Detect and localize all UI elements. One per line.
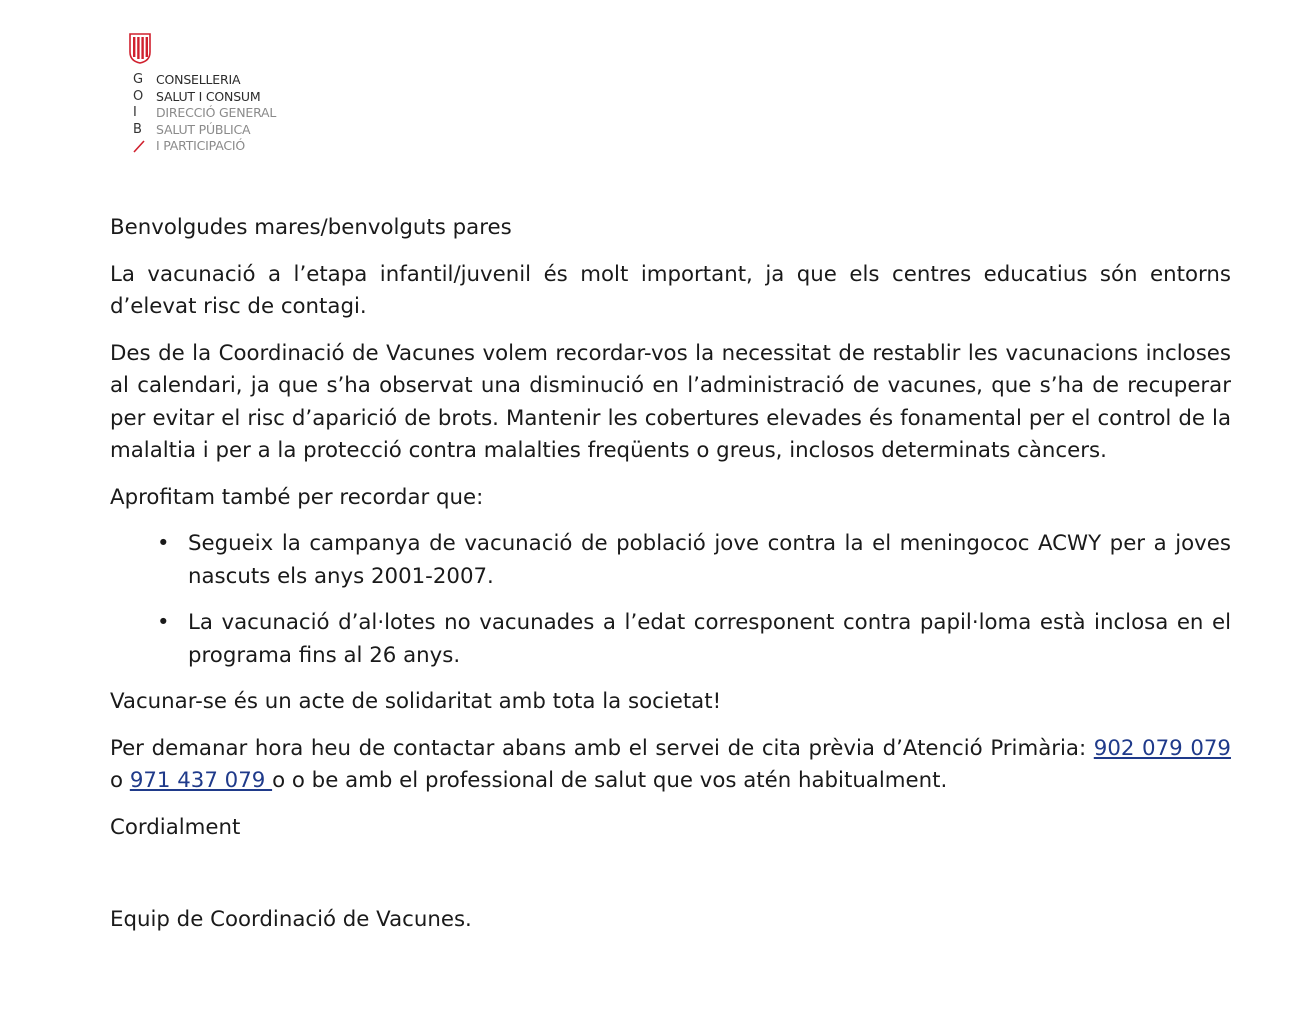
signature: Equip de Coordinació de Vacunes. (110, 907, 472, 932)
list-item-text: Segueix la campanya de vacunació de població jove contra la el meningococ ACWY per a joves nascuts els anys 2001-2007. (188, 531, 1231, 589)
logo-line: I PARTICIPACIÓ (156, 138, 245, 153)
bullet-icon: • (157, 531, 170, 556)
goib-logo (128, 32, 308, 162)
letter-body (110, 212, 1231, 951)
phone-link-902[interactable]: 902 079 079 (1093, 735, 1231, 761)
paragraph-coordination: Des de la Coordinació de Vacunes volem recordar-vos la necessitat de restablir les vacunacions incloses al calendari, ja que s’ha observat una disminució en l’administració de vacunes, que s’ha de recuperar per evitar el risc d’aparició de brots. Mantenir les cobertures elevades és fonamental per el control de la malaltia i per a la protecció contra malalties freqüents o greus, inclosos determinats càncers. (110, 340, 1231, 463)
list-item-text: La vacunació d’al·lotes no vacunades a l’edat corresponent contra papil·loma està inclosa en el programa fins al 26 anys. (188, 610, 1231, 668)
greeting: Benvolgudes mares/benvolguts pares (110, 215, 512, 240)
logo-letter: O (133, 88, 144, 104)
logo-line: SALUT I CONSUM (156, 88, 261, 104)
logo-letter: I (133, 105, 137, 120)
list-item (157, 607, 1231, 672)
signature-spacer (110, 858, 1231, 904)
logo-line: CONSELLERIA (156, 72, 241, 87)
contact-paragraph (110, 733, 1231, 798)
contact-between: o (110, 768, 130, 793)
list-item (157, 528, 1231, 593)
bullet-icon: • (157, 610, 170, 635)
phone-link-971[interactable]: 971 437 079 (129, 768, 273, 793)
paragraph-importance: La vacunació a l’etapa infantil/juvenil és molt important, ja que els centres educatius són entorns d’elevat risc de contagi. (110, 261, 1231, 319)
logo-department-text (156, 72, 276, 155)
goib-crest-icon (128, 32, 152, 64)
contact-suffix: o o be amb el professional de salut que vos atén habitualment. (272, 768, 948, 793)
closing: Cordialment (110, 814, 241, 840)
logo-line: SALUT PÚBLICA (156, 121, 251, 137)
solidarity-statement: Vacunar-se és un acte de solidaritat amb tota la societat! (110, 689, 722, 714)
logo-goib-letters (133, 72, 149, 138)
contact-prefix: Per demanar hora heu de contactar abans amb el servei de cita prèvia d’Atenció Primària: (110, 735, 1094, 761)
list-intro: Aprofitam també per recordar que: (110, 484, 484, 510)
logo-line: DIRECCIÓ GENERAL (156, 105, 277, 120)
logo-letter: B (133, 121, 142, 137)
logo-slash-icon (132, 138, 146, 154)
logo-letter: G (133, 72, 144, 87)
reminder-list (110, 528, 1231, 672)
